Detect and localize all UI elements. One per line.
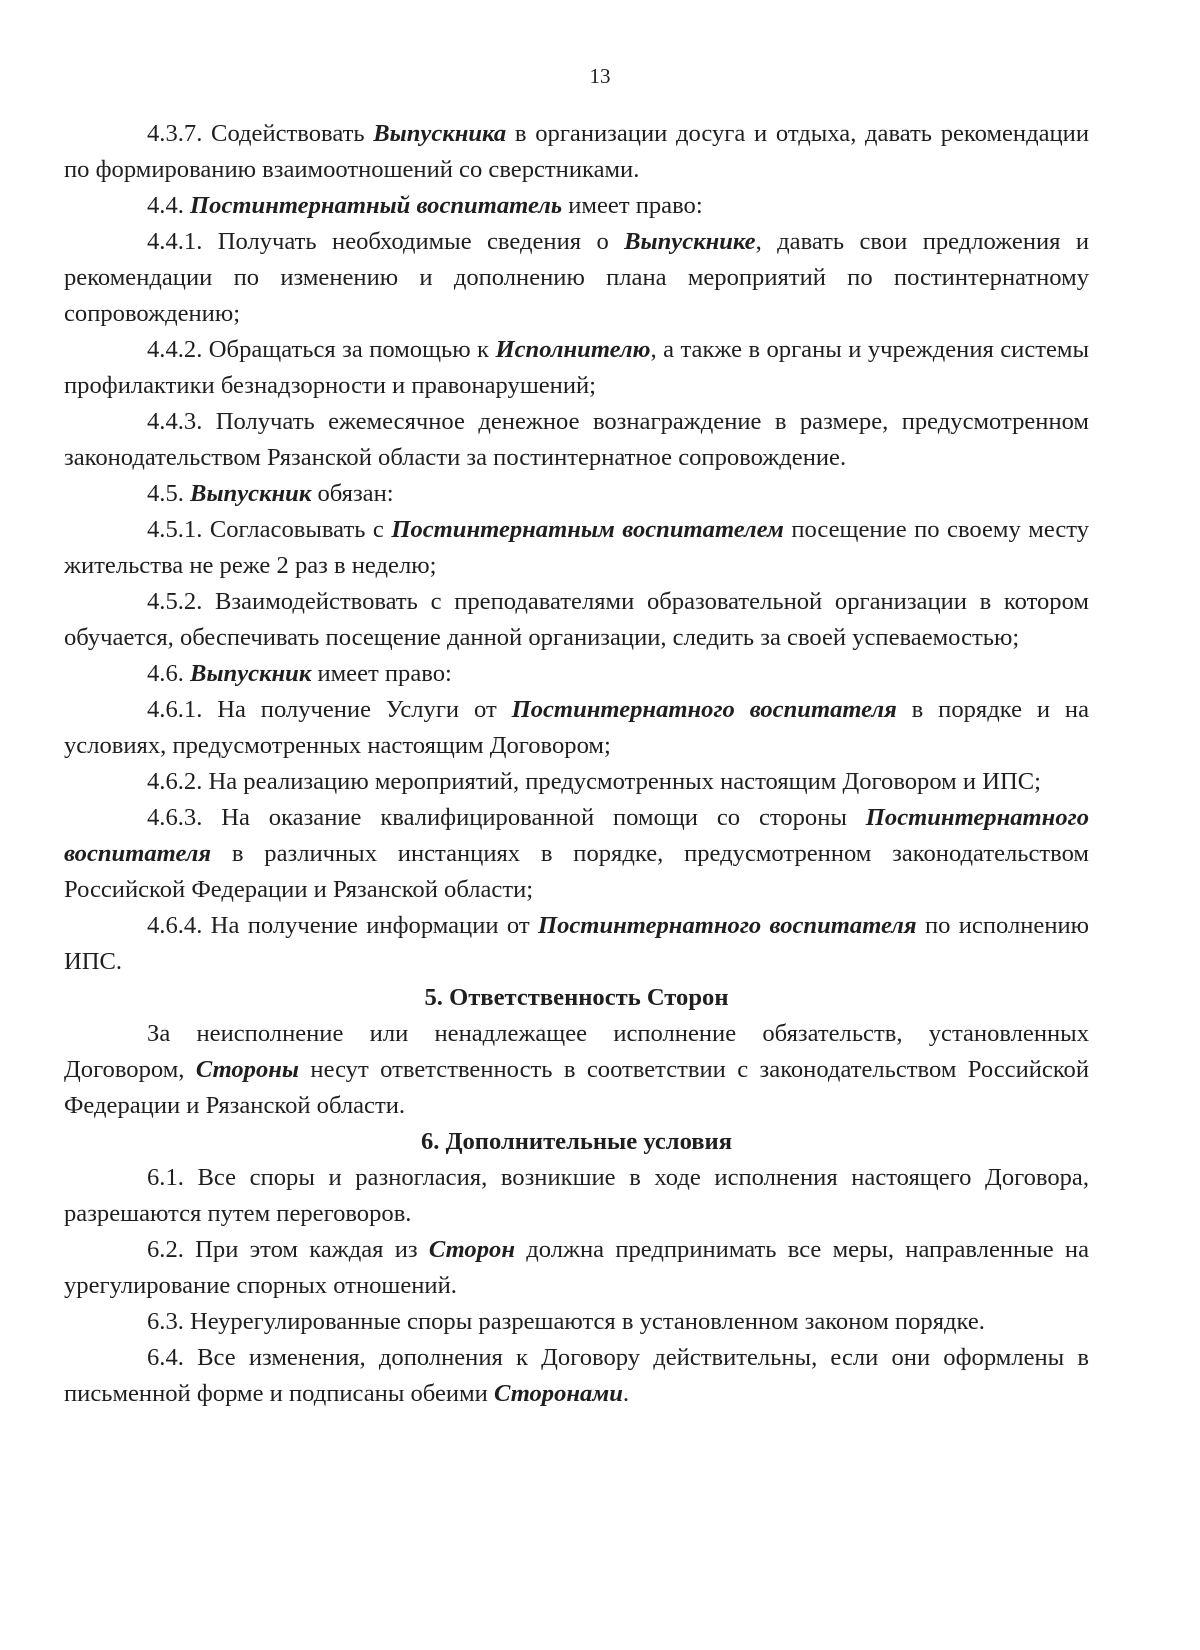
- emphasized-term: Постинтернатного воспитателя: [537, 912, 917, 939]
- emphasized-term: Постинтернатным воспитателем: [391, 516, 784, 543]
- text-run: 6.4. Все изменения, дополнения к Договору действительны, если они оформлены в письменной форме и подписаны обеими: [64, 1344, 1089, 1407]
- text-run: 4.3.7. Содействовать: [147, 120, 374, 147]
- text-run: 5. Ответственность Сторон: [424, 984, 729, 1011]
- text-run: 4.6.2. На реализацию мероприятий, предусмотренных настоящим Договором и ИПС;: [147, 768, 1041, 795]
- text-run: 4.6.: [147, 660, 191, 687]
- text-run: 6.2. При этом каждая из: [147, 1236, 429, 1263]
- text-run: 4.5.: [147, 480, 191, 507]
- paragraph: [64, 1304, 1089, 1340]
- emphasized-term: Выпускнике: [624, 228, 756, 255]
- text-run: 4.5.1. Согласовывать с: [147, 516, 392, 543]
- emphasized-term: Выпускника: [373, 120, 507, 147]
- text-run: несут ответственность в соответствии с законодательством Российской Федерации и Рязанской области.: [64, 1056, 1089, 1119]
- emphasized-term: Сторонами: [493, 1380, 623, 1407]
- paragraph: [64, 332, 1089, 404]
- text-run: 4.6.3. На оказание квалифицированной помощи со стороны: [147, 804, 866, 831]
- text-run: имеет право:: [562, 192, 703, 219]
- text-run: 6.1. Все споры и разногласия, возникшие в ходе исполнения настоящего Договора, разрешаются путем переговоров.: [64, 1164, 1089, 1227]
- paragraph: [64, 800, 1089, 908]
- paragraph: [64, 512, 1089, 584]
- text-run: в различных инстанциях в порядке, предусмотренном законодательством Российской Федерации и Рязанской области;: [64, 840, 1089, 903]
- paragraph: [64, 1016, 1089, 1124]
- paragraph: [64, 692, 1089, 764]
- text-run: посещение по своему месту жительства не реже 2 раз в неделю;: [64, 516, 1089, 579]
- text-run: , а также в органы и учреждения системы профилактики безнадзорности и правонарушений;: [64, 336, 1089, 399]
- paragraph: [64, 1160, 1089, 1232]
- text-run: по исполнению ИПС.: [64, 912, 1090, 975]
- text-run: За неисполнение или ненадлежащее исполнение обязательств, установленных Договором,: [64, 1020, 1089, 1083]
- emphasized-term: Выпускник: [190, 660, 312, 687]
- emphasized-term: Выпускник: [190, 480, 312, 507]
- paragraph: [64, 116, 1089, 188]
- text-run: обязан:: [311, 480, 394, 507]
- text-run: 4.4.: [147, 192, 191, 219]
- text-run: 6.3. Неурегулированные споры разрешаются в установленном законом порядке.: [147, 1308, 985, 1335]
- emphasized-term: Исполнителю: [495, 336, 651, 363]
- text-run: 4.6.4. На получение информации от: [147, 912, 538, 939]
- text-run: 4.4.2. Обращаться за помощью к: [147, 336, 496, 363]
- paragraph: [64, 656, 1089, 692]
- text-run: имеет право:: [311, 660, 452, 687]
- paragraph: [64, 476, 1089, 512]
- emphasized-term: Постинтернатного воспитателя: [511, 696, 897, 723]
- paragraph: [64, 224, 1089, 332]
- emphasized-term: Сторон: [428, 1236, 515, 1263]
- text-run: в организации досуга и отдыха, давать рекомендации по формированию взаимоотношений со сверстниками.: [64, 120, 1090, 183]
- paragraph: [64, 404, 1089, 476]
- text-run: 4.5.2. Взаимодействовать с преподавателями образовательной организации в котором обучается, обеспечивать посещение данной организации, следить за своей успеваемостью;: [64, 588, 1089, 651]
- document-body: [64, 116, 1089, 1412]
- paragraph: [64, 908, 1089, 980]
- text-run: , давать свои предложения и рекомендации по изменению и дополнению плана мероприятий по постинтернатному сопровождению;: [64, 228, 1090, 327]
- section-heading: [64, 980, 1089, 1016]
- text-run: 4.4.1. Получать необходимые сведения о: [147, 228, 625, 255]
- emphasized-term: Постинтернатный воспитатель: [190, 192, 563, 219]
- section-heading: [64, 1124, 1089, 1160]
- paragraph: [64, 188, 1089, 224]
- paragraph: [64, 764, 1089, 800]
- text-run: 4.6.1. На получение Услуги от: [147, 696, 512, 723]
- text-run: 6. Дополнительные условия: [420, 1128, 733, 1155]
- paragraph: [64, 1232, 1089, 1304]
- text-run: в порядке и на условиях, предусмотренных настоящим Договором;: [64, 696, 1090, 759]
- text-run: 4.4.3. Получать ежемесячное денежное вознаграждение в размере, предусмотренном законодательством Рязанской области за постинтернатное сопровождение.: [64, 408, 1089, 471]
- text-run: .: [622, 1380, 630, 1407]
- text-run: должна предпринимать все меры, направленные на урегулирование спорных отношений.: [64, 1236, 1089, 1299]
- paragraph: [64, 1340, 1089, 1412]
- emphasized-term: Стороны: [195, 1056, 299, 1083]
- paragraph: [64, 584, 1089, 656]
- page-number: 13: [589, 64, 611, 88]
- emphasized-term: Постинтернатного воспитателя: [64, 804, 1089, 867]
